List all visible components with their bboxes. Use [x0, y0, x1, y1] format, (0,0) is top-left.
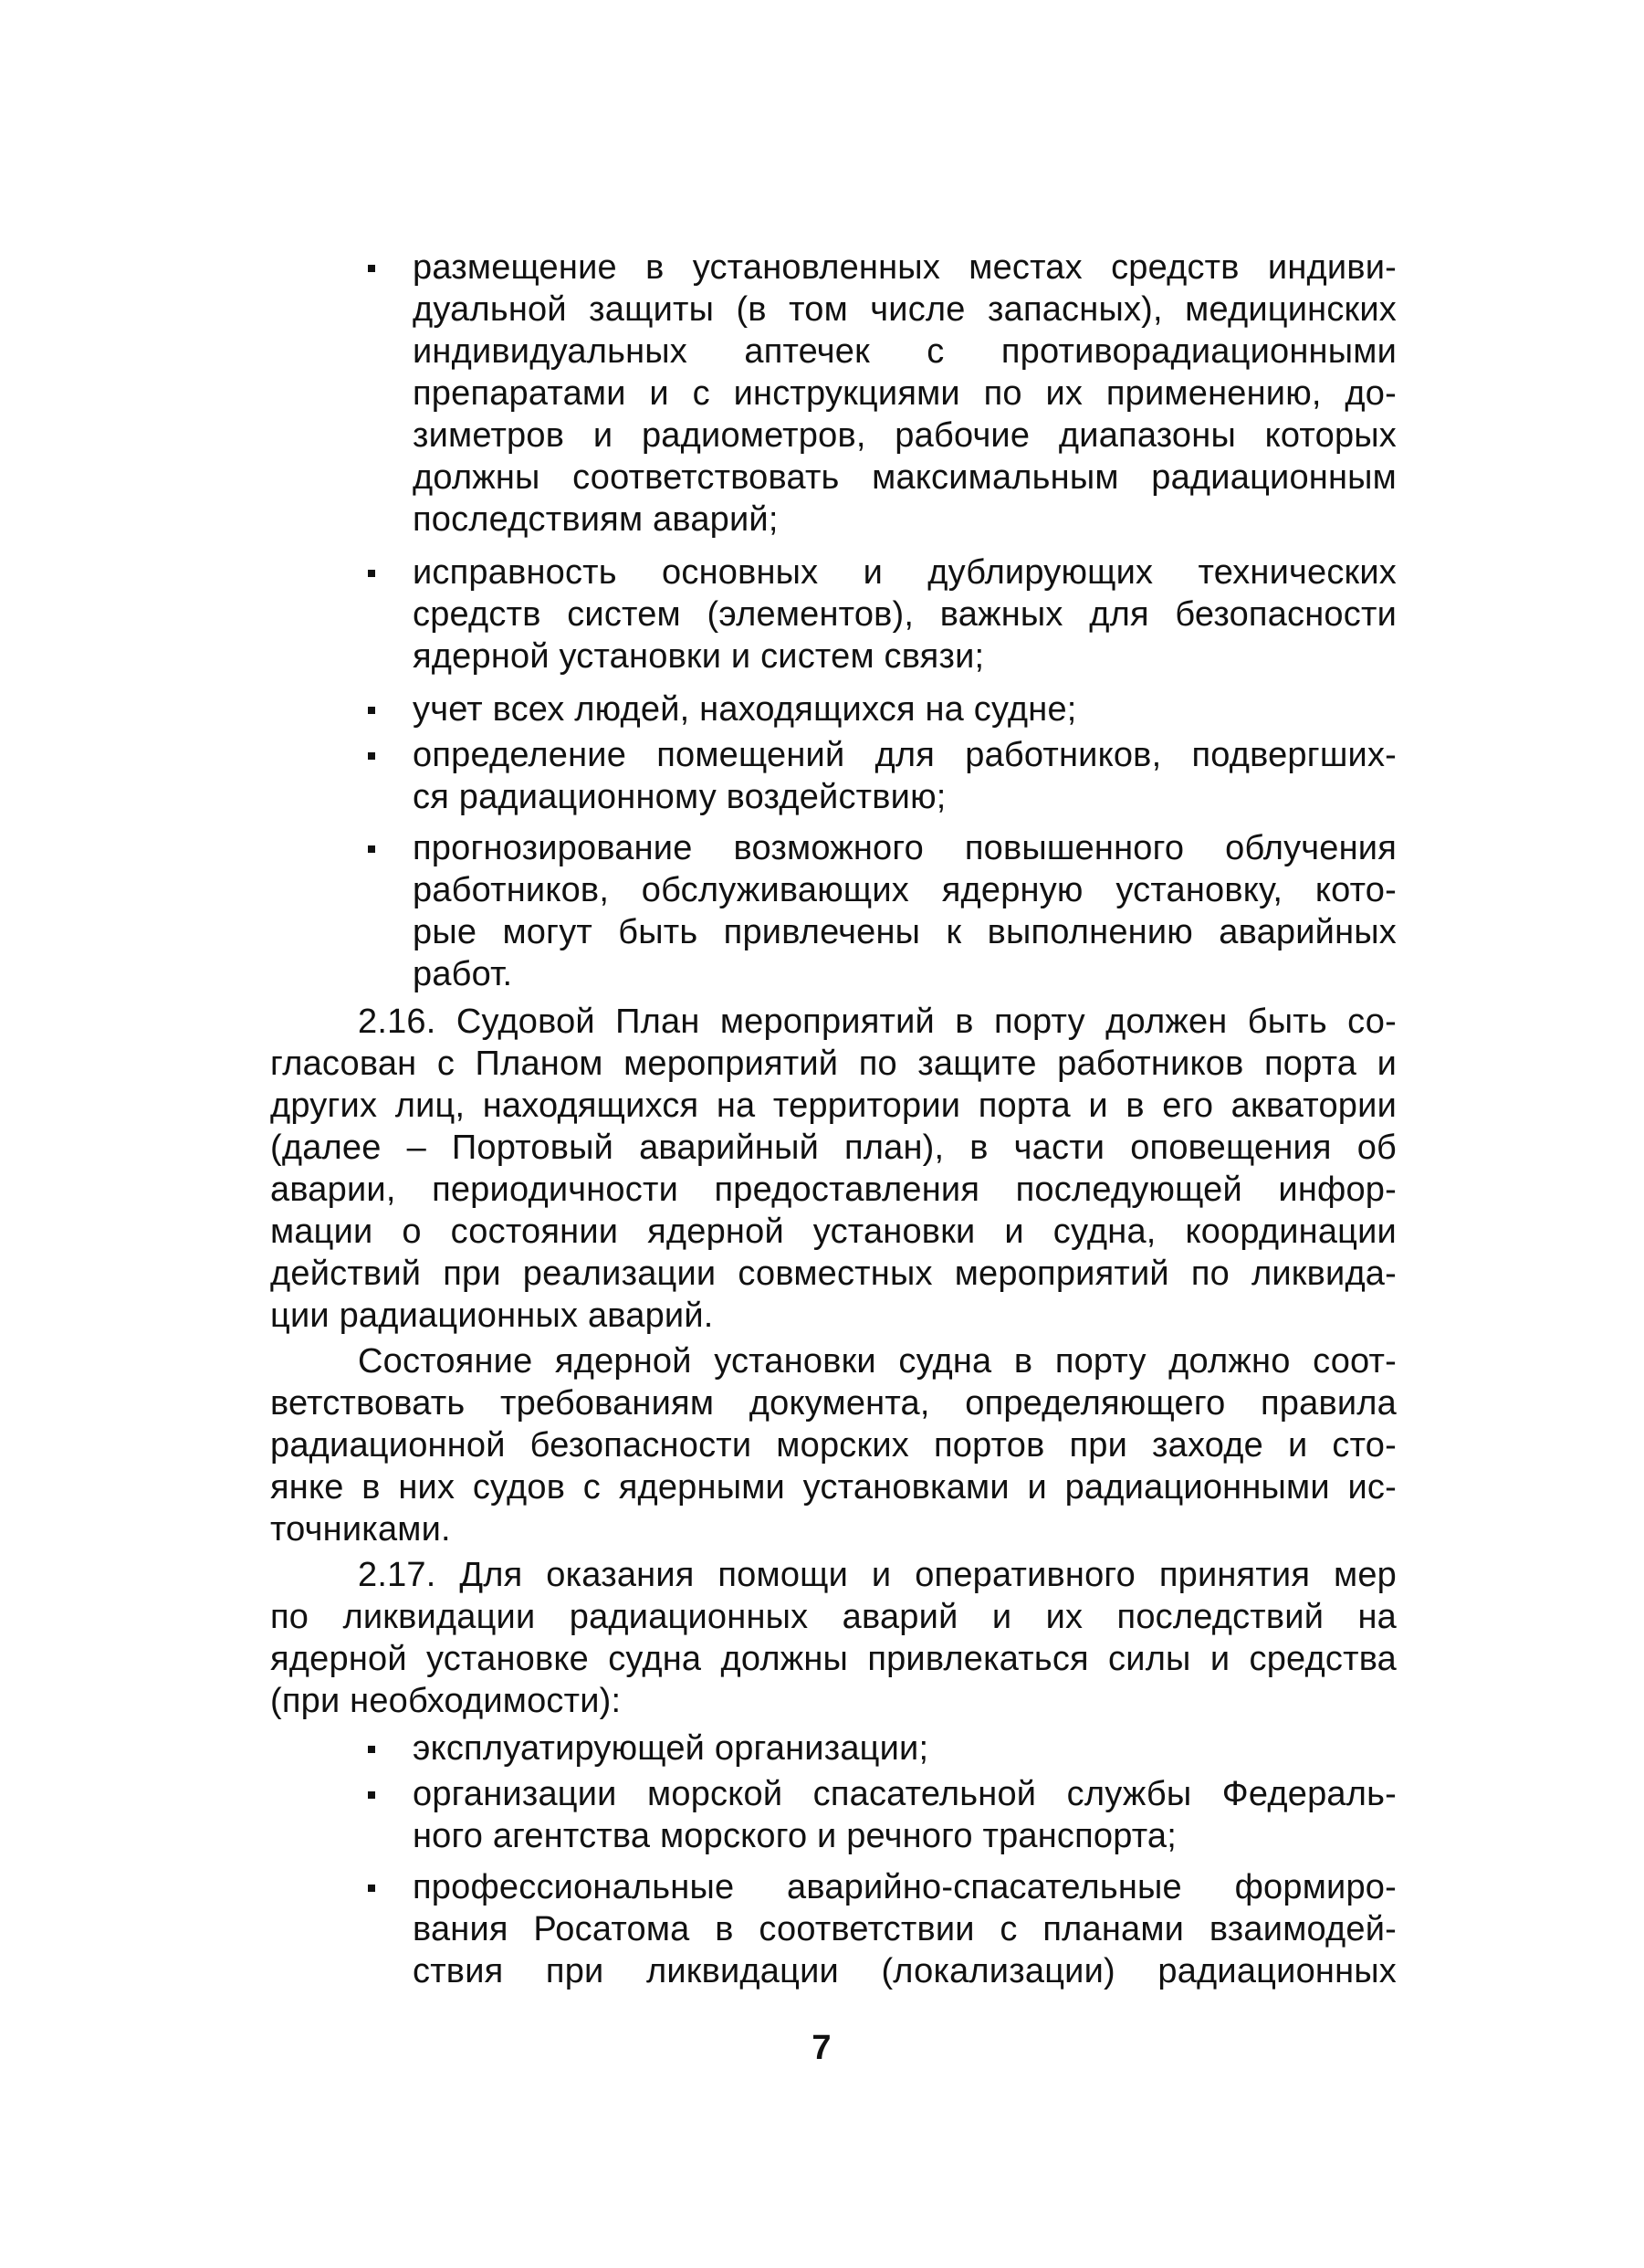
bullet-marker [368, 1791, 375, 1799]
paragraph-line: (при необходимости): [270, 1682, 622, 1720]
list-item-line: ся радиационному воздействию; [413, 778, 947, 816]
paragraph-line: по ликвидации радиационных аварий и их последствий на [270, 1598, 1397, 1636]
paragraph-line: радиационной безопасности морских портов при заходе и сто- [270, 1426, 1397, 1465]
bullet-marker [368, 265, 375, 272]
list-item-line: исправность основных и дублирующих технических [413, 553, 1397, 592]
paragraph-line: других лиц, находящихся на территории порта и в его акватории [270, 1087, 1397, 1125]
list-item-line: прогнозирование возможного повышенного облучения [413, 829, 1397, 867]
paragraph-line: действий при реализации совместных мероприятий по ликвида- [270, 1255, 1397, 1293]
list-item-line: профессиональные аварийно-спасательные формиро- [413, 1868, 1397, 1906]
list-item-line: учет всех людей, находящихся на судне; [413, 690, 1077, 729]
list-item-line: рые могут быть привлечены к выполнению аварийных [413, 913, 1397, 951]
list-item-line: ствия при ликвидации (локализации) радиационных [413, 1952, 1397, 1990]
paragraph-line: Состояние ядерной установки судна в порту должно соот- [358, 1342, 1397, 1381]
paragraph-line: янке в них судов с ядерными установками и радиационными ис- [270, 1468, 1397, 1507]
bullet-marker [368, 570, 375, 577]
paragraph-line: ции радиационных аварий. [270, 1297, 714, 1335]
list-item-line: определение помещений для работников, подвергших- [413, 736, 1397, 774]
paragraph-line: 2.16. Судовой План мероприятий в порту должен быть со- [358, 1003, 1397, 1041]
paragraph-line: 2.17. Для оказания помощи и оперативного принятия мер [358, 1556, 1397, 1594]
paragraph-line: гласован с Планом мероприятий по защите работников порта и [270, 1045, 1397, 1083]
paragraph-line: ядерной установке судна должны привлекаться силы и средства [270, 1640, 1397, 1678]
list-item-line: средств систем (элементов), важных для безопасности [413, 595, 1397, 634]
list-item-line: работников, обслуживающих ядерную установку, кото- [413, 871, 1397, 909]
paragraph-line: точниками. [270, 1510, 451, 1549]
list-item-line: препаратами и с инструкциями по их применению, до- [413, 374, 1397, 413]
list-item-line: организации морской спасательной службы Федераль- [413, 1775, 1397, 1813]
paragraph-line: ветствовать требованиям документа, определяющего правила [270, 1384, 1397, 1423]
list-item-line: дуальной защиты (в том числе запасных), медицинских [413, 290, 1397, 329]
list-item-line: последствиям аварий; [413, 500, 779, 539]
list-item-line: вания Росатома в соответствии с планами взаимодей- [413, 1910, 1397, 1948]
paragraph-line: мации о состоянии ядерной установки и судна, координации [270, 1213, 1397, 1251]
list-item-line: работ. [413, 955, 513, 993]
paragraph-line: (далее – Портовый аварийный план), в части оповещения об [270, 1129, 1397, 1167]
bullet-marker [368, 707, 375, 714]
bullet-marker [368, 1746, 375, 1753]
paragraph-line: аварии, периодичности предоставления последующей инфор- [270, 1171, 1397, 1209]
list-item-line: ного агентства морского и речного транспорта; [413, 1817, 1178, 1855]
list-item-line: размещение в установленных местах средств индиви- [413, 248, 1397, 287]
list-item-line: индивидуальных аптечек с противорадиационными [413, 332, 1397, 371]
list-item-line: ядерной установки и систем связи; [413, 637, 985, 676]
bullet-marker [368, 752, 375, 760]
list-item-line: зиметров и радиометров, рабочие диапазоны которых [413, 416, 1397, 455]
bullet-marker [368, 845, 375, 853]
bullet-marker [368, 1885, 375, 1892]
page-number: 7 [812, 2029, 832, 2067]
list-item-line: эксплуатирующей организации; [413, 1729, 929, 1768]
list-item-line: должны соответствовать максимальным радиационным [413, 458, 1397, 497]
